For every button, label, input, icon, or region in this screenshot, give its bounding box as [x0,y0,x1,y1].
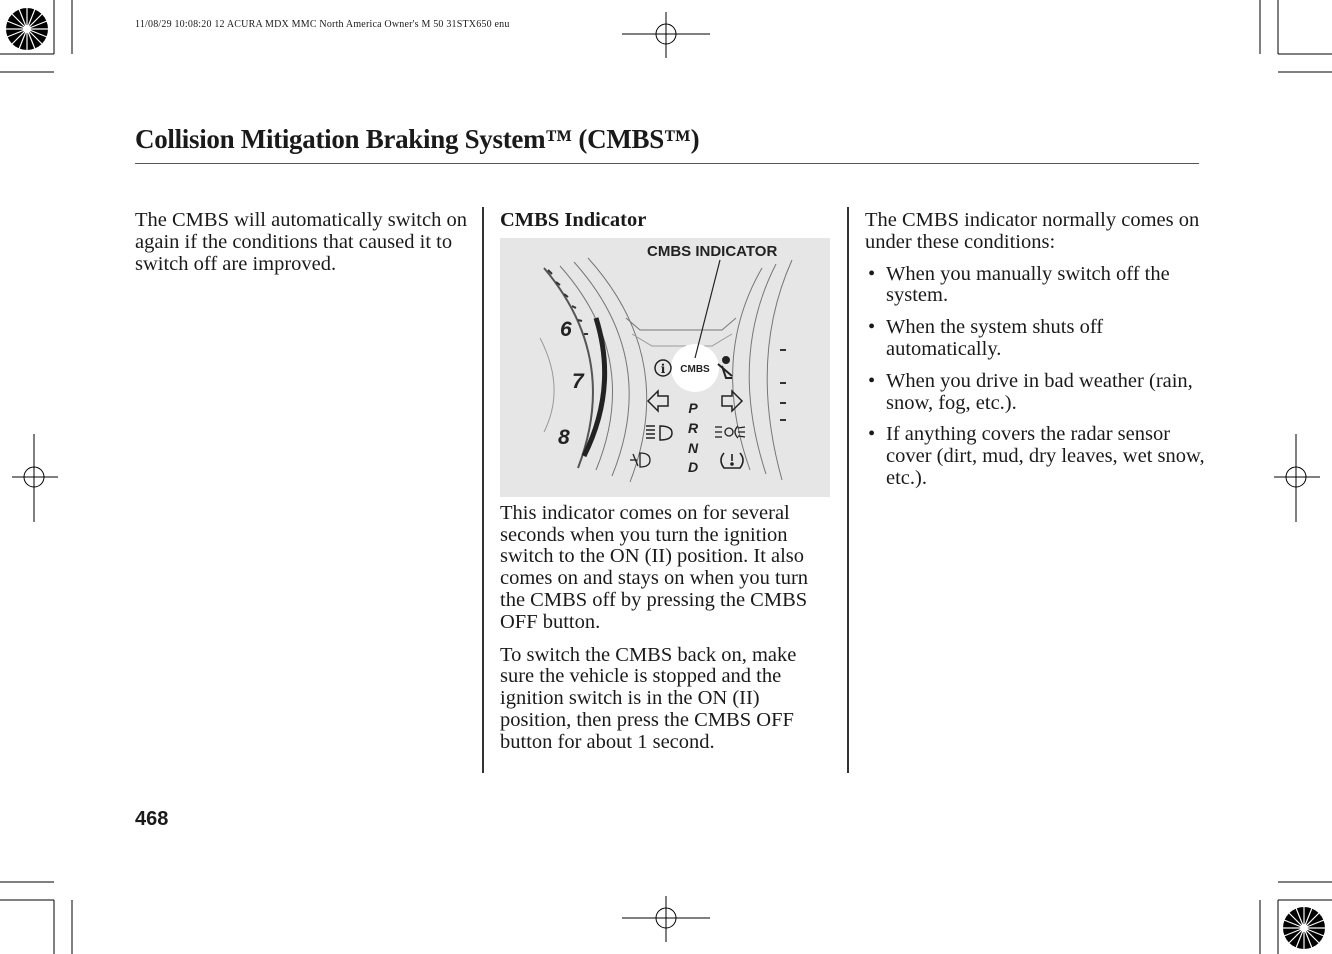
crosshair-top-center [622,12,712,58]
conditions-list [865,264,1205,490]
column-3 [865,210,1205,500]
page-number: 468 [135,808,169,830]
gear-d: D [687,458,699,475]
instrument-panel-figure [500,238,830,497]
rear-fog-icon [715,426,745,438]
list-item-text: When the system shuts off automatically. [886,316,1104,360]
right-turn-arrow-icon [722,391,742,411]
column-3-intro: The CMBS indicator normally comes on under these conditions: [865,209,1200,253]
crosshair-left-center [12,434,58,522]
list-item-text: When you drive in bad weather (rain, snow, fog, etc.). [886,369,1193,414]
column-2 [500,210,835,765]
bullet-icon: • [868,369,876,392]
svg-text:i: i [660,361,666,376]
print-header: 11/08/29 10:08:20 12 ACURA MDX MMC North America Owner's M 50 31STX650 enu [135,19,510,30]
list-item [865,424,1205,489]
list-item [865,264,1205,308]
section-heading: CMBS Indicator [500,209,647,231]
column-divider-2 [847,207,849,773]
info-icon [655,360,671,376]
column-2-paragraph-1: This indicator comes on for several seconds when you turn the ignition switch to the ON (II) position. It also comes on and stays on when you turn the CMBS off by pressing the CMBS OFF button. [500,501,809,633]
registration-mark-bottom-right [1258,874,1332,954]
column-1 [135,210,475,286]
gear-p: P [688,399,698,416]
page-title: Collision Mitigation Braking System™ (CMBS™) [135,124,700,154]
gauge-number-8: 8 [558,425,570,449]
gauge-number-6: 6 [560,317,572,341]
instrument-panel-illustration [500,238,830,497]
tire-pressure-icon [721,453,743,468]
title-rule [135,163,1199,164]
fog-light-icon [630,453,650,467]
list-item [865,317,1205,361]
crosshair-bottom-center [622,896,712,942]
headlight-icon [646,426,672,440]
registration-mark-top-right [1258,0,1332,80]
column-divider-1 [482,207,484,773]
list-item-text: If anything covers the radar sensor cover (dirt, mud, dry leaves, wet snow, etc.). [886,423,1205,489]
seatbelt-icon [718,357,732,378]
bullet-icon: • [868,262,876,285]
crosshair-right-center [1274,434,1320,522]
list-item [865,371,1205,415]
cmbs-indicator-label: CMBS [680,363,710,375]
column-1-paragraph: The CMBS will automatically switch on again if the conditions that caused it to switch off are improved. [135,209,467,275]
registration-mark-top-left [0,0,90,80]
gear-r: R [687,419,699,436]
bullet-icon: • [868,423,876,446]
bullet-icon: • [868,316,876,339]
gauge-number-7: 7 [572,369,584,393]
column-2-paragraph-2: To switch the CMBS back on, make sure the vehicle is stopped and the ignition switch is in the ON (II) position, then press the CMBS OFF button for about 1 second. [500,643,797,753]
list-item-text: When you manually switch off the system. [886,262,1170,307]
left-turn-arrow-icon [648,391,668,411]
gear-n: N [687,439,699,456]
registration-mark-bottom-left [0,874,80,954]
figure-callout-label: CMBS INDICATOR [647,242,778,260]
